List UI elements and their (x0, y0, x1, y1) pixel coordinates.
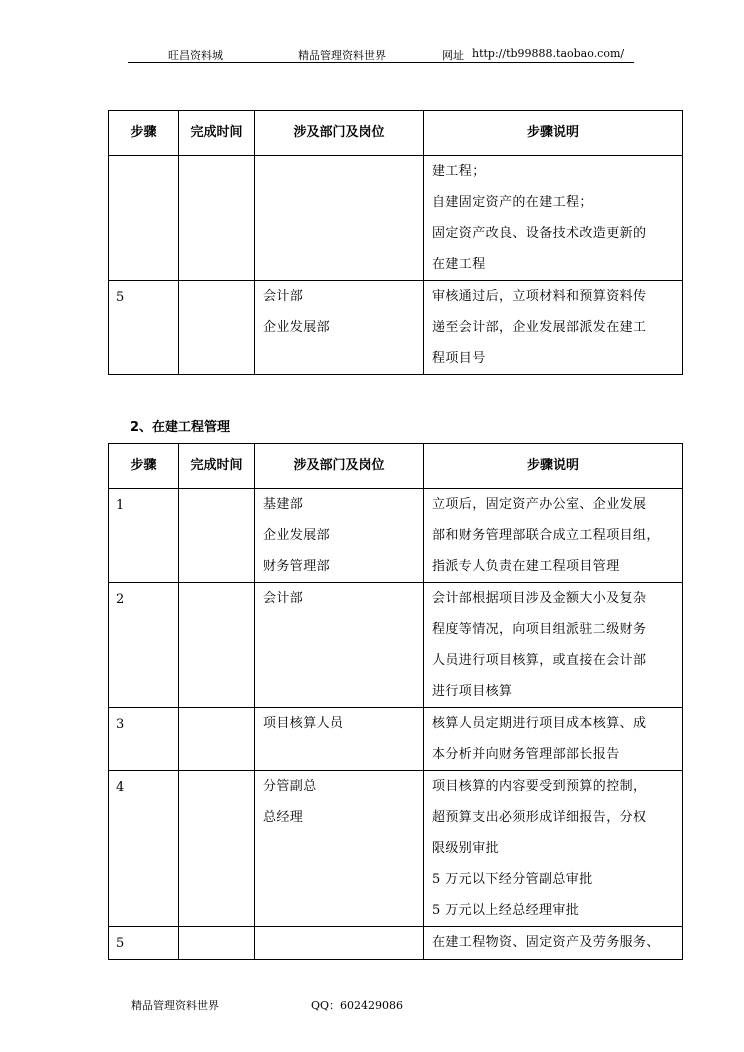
table-row (109, 156, 683, 281)
footer-qq: QQ：602429086 (311, 999, 404, 1012)
department-name: 会计部 (263, 289, 304, 304)
description-line: 限级别审批 (432, 841, 500, 856)
description-line: 自建固定资产的在建工程； (432, 195, 593, 210)
department-cell (255, 583, 424, 708)
description-line: 审核通过后，立项材料和预算资料传 (432, 289, 647, 304)
completion-time-cell (179, 489, 255, 583)
department-cell (255, 489, 424, 583)
page-header (0, 44, 744, 64)
step-number-cell: 2 (109, 583, 179, 708)
step-description-cell (424, 489, 683, 583)
department-cell (255, 281, 424, 375)
step-number-cell: 1 (109, 489, 179, 583)
steps-table-continued (108, 110, 683, 375)
completion-time-cell (179, 708, 255, 771)
header-url-label: 网址 (442, 49, 464, 62)
description-line: 部和财务管理部联合成立工程项目组， (432, 528, 660, 543)
step-description-cell (424, 771, 683, 927)
step-number-cell: 3 (109, 708, 179, 771)
step-description-cell (424, 708, 683, 771)
description-line: 在建工程物资、固定资产及劳务服务、 (432, 935, 660, 950)
project-management-table (108, 443, 683, 960)
step-number-cell (109, 156, 179, 281)
col-header-dept: 涉及部门及岗位 (255, 444, 424, 489)
description-line: 建工程； (432, 164, 486, 179)
col-header-step: 步骤 (109, 444, 179, 489)
department-cell (255, 771, 424, 927)
table-header-row (109, 444, 683, 489)
header-center-text: 精品管理资料世界 (298, 49, 386, 62)
table-row (109, 489, 683, 583)
description-line: 程项目号 (432, 351, 486, 366)
step-number-cell: 5 (109, 927, 179, 960)
description-line: 立项后，固定资产办公室、企业发展 (432, 497, 647, 512)
table-row (109, 281, 683, 375)
description-line: 超预算支出必须形成详细报告，分权 (432, 810, 647, 825)
department-name: 基建部 (263, 497, 304, 512)
description-line: 会计部根据项目涉及金额大小及复杂 (432, 591, 647, 606)
step-description-cell (424, 156, 683, 281)
table-row (109, 708, 683, 771)
department-name: 财务管理部 (263, 559, 331, 574)
header-divider (128, 62, 634, 63)
department-name: 分管副总 (263, 779, 317, 794)
table-body (109, 489, 683, 960)
completion-time-cell (179, 281, 255, 375)
header-url: http://tb99888.taobao.com/ (472, 47, 625, 60)
description-line: 在建工程 (432, 257, 486, 272)
description-line: 5 万元以上经总经理审批 (432, 903, 580, 918)
description-line: 指派专人负责在建工程项目管理 (432, 559, 620, 574)
step-description-cell (424, 281, 683, 375)
completion-time-cell (179, 156, 255, 281)
footer-left-text: 精品管理资料世界 (131, 999, 219, 1012)
completion-time-cell (179, 927, 255, 960)
description-line: 人员进行项目核算，或直接在会计部 (432, 653, 647, 668)
step-number-cell: 4 (109, 771, 179, 927)
col-header-dept: 涉及部门及岗位 (255, 111, 424, 156)
department-cell (255, 927, 424, 960)
table-header-row (109, 111, 683, 156)
description-line: 项目核算的内容要受到预算的控制， (432, 779, 647, 794)
completion-time-cell (179, 771, 255, 927)
department-name: 企业发展部 (263, 320, 331, 335)
col-header-time: 完成时间 (179, 444, 255, 489)
step-number-cell: 5 (109, 281, 179, 375)
step-description-cell (424, 927, 683, 960)
description-line: 本分析并向财务管理部部长报告 (432, 747, 620, 762)
table-row (109, 927, 683, 960)
step-description-cell (424, 583, 683, 708)
section-title: 2、在建工程管理 (130, 420, 231, 435)
description-line: 5 万元以下经分管副总审批 (432, 872, 593, 887)
completion-time-cell (179, 583, 255, 708)
table-row (109, 771, 683, 927)
table-body (109, 156, 683, 375)
col-header-time: 完成时间 (179, 111, 255, 156)
description-line: 递至会计部，企业发展部派发在建工 (432, 320, 647, 335)
department-name: 总经理 (263, 810, 304, 825)
department-name: 企业发展部 (263, 528, 331, 543)
description-line: 进行项目核算 (432, 684, 513, 699)
col-header-step: 步骤 (109, 111, 179, 156)
table-row (109, 583, 683, 708)
description-line: 程度等情况，向项目组派驻二级财务 (432, 622, 647, 637)
col-header-desc: 步骤说明 (424, 111, 683, 156)
description-line: 核算人员定期进行项目成本核算、成 (432, 716, 647, 731)
department-name: 项目核算人员 (263, 716, 344, 731)
department-cell (255, 708, 424, 771)
department-cell (255, 156, 424, 281)
header-left-text: 旺昌资料城 (168, 49, 223, 62)
department-name: 会计部 (263, 591, 304, 606)
col-header-desc: 步骤说明 (424, 444, 683, 489)
description-line: 固定资产改良、设备技术改造更新的 (432, 226, 647, 241)
